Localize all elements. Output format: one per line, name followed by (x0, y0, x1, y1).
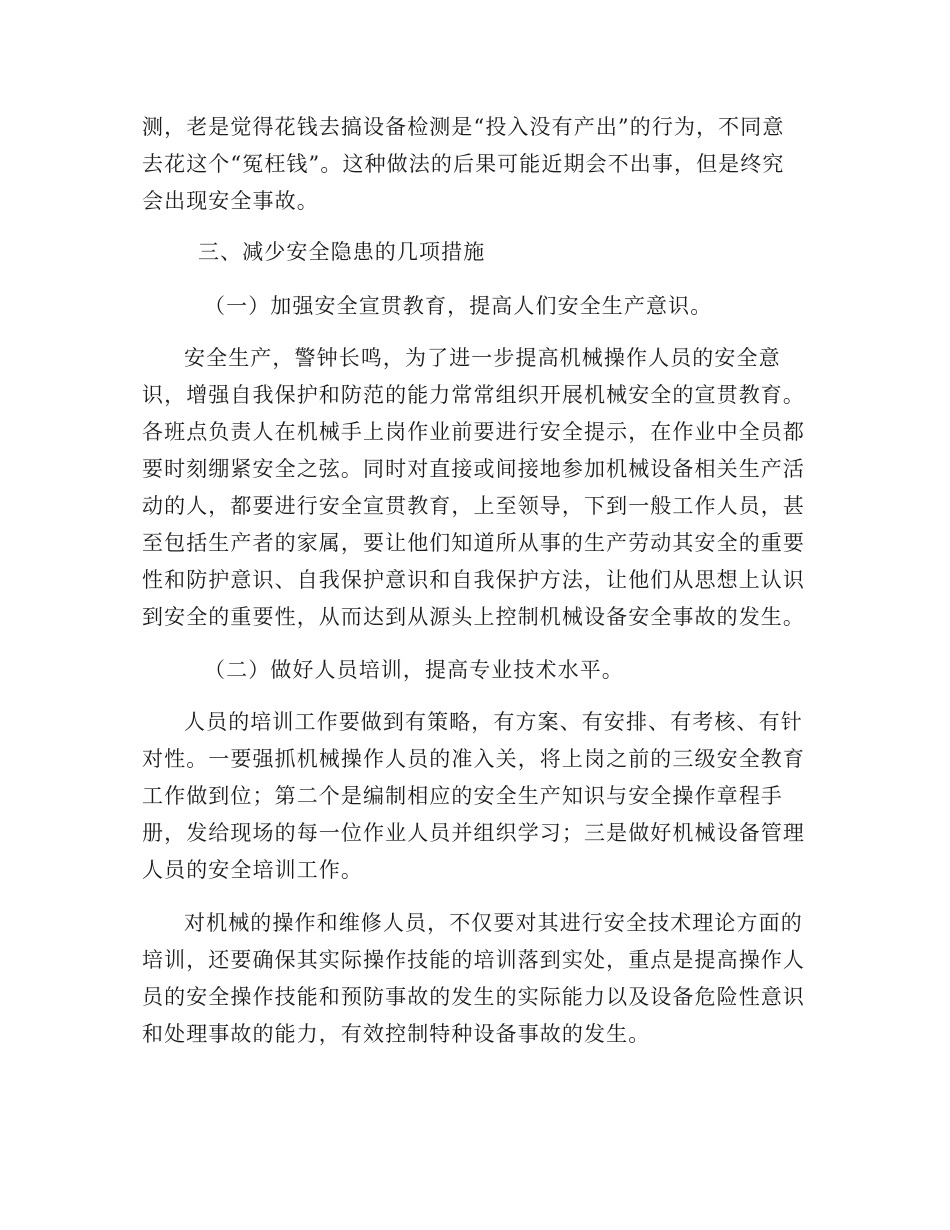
text-line: 员的安全操作技能和预防事故的发生的实际能力以及设备危险性意识 (142, 985, 805, 1009)
text-line: 识，增强自我保护和防范的能力常常组织开展机械安全的宣贯教育。 (142, 383, 805, 407)
text-line: 去花这个“冤枉钱”。这种做法的后果可能近期会不出事，但是终究 (142, 152, 785, 176)
subsection-heading-text: （一）加强安全宣贯教育，提高人们安全生产意识。 (204, 294, 713, 318)
text-line: 工作做到位；第二个是编制相应的安全生产知识与安全操作章程手 (142, 784, 783, 808)
text-line: 性和防护意识、自我保护意识和自我保护方法，让他们从思想上认识 (142, 568, 805, 592)
text-line: 人员的培训工作要做到有策略，有方案、有安排、有考核、有针 (184, 710, 803, 734)
section-heading-text: 三、减少安全隐患的几项措施 (198, 240, 486, 264)
paragraph-continuation (142, 109, 802, 220)
section-heading (142, 234, 802, 271)
text-line: 培训，还要确保其实际操作技能的培训落到实处，重点是提高操作人 (142, 948, 805, 972)
text-line: 会出现安全事故。 (142, 189, 319, 213)
text-line: 测，老是觉得花钱去搞设备检测是“投入没有产出”的行为，不同意 (142, 115, 785, 139)
text-line: 对机械的操作和维修人员，不仅要对其进行安全技术理论方面的 (184, 911, 803, 935)
text-line: 对性。一要强抓机械操作人员的准入关，将上岗之前的三级安全教育 (142, 747, 805, 771)
subsection-heading-text: （二）做好人员培训，提高专业技术水平。 (204, 658, 624, 682)
subsection-heading (142, 652, 802, 689)
text-line: 和处理事故的能力，有效控制特种设备事故的发生。 (142, 1022, 651, 1046)
text-line: 到安全的重要性，从而达到从源头上控制机械设备安全事故的发生。 (142, 605, 805, 629)
text-line: 动的人，都要进行安全宣贯教育，上至领导，下到一般工作人员，甚 (142, 494, 805, 518)
text-line: 安全生产，警钟长鸣，为了进一步提高机械操作人员的安全意 (184, 346, 781, 370)
text-line: 册，发给现场的每一位作业人员并组织学习；三是做好机械设备管理 (142, 821, 805, 845)
text-line: 至包括生产者的家属，要让他们知道所从事的生产劳动其安全的重要 (142, 531, 805, 555)
paragraph-safety-education (142, 340, 805, 636)
subsection-heading (142, 288, 802, 325)
text-line: 人员的安全培训工作。 (142, 858, 363, 882)
paragraph-operator-training (142, 905, 805, 1053)
text-line: 要时刻绷紧安全之弦。同时对直接或间接地参加机械设备相关生产活 (142, 457, 805, 481)
paragraph-training (142, 704, 805, 889)
text-line: 各班点负责人在机械手上岗作业前要进行安全提示，在作业中全员都 (142, 420, 805, 444)
